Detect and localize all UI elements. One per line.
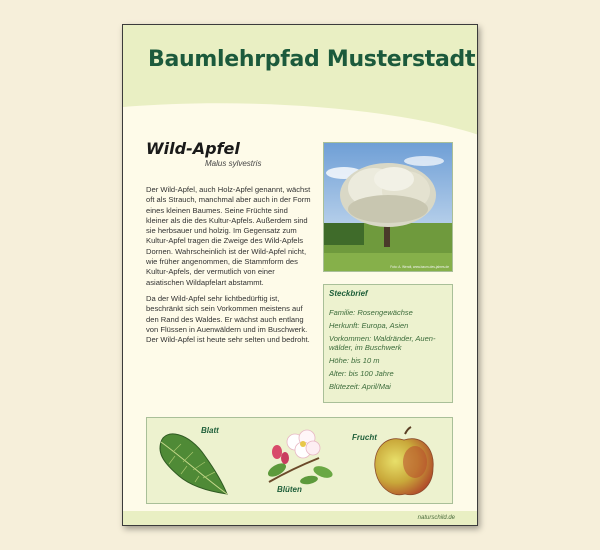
fact-bloom-time: Blütezeit: April/Mai [329,382,391,391]
info-sign [122,24,478,526]
description-paragraph: Da der Wild-Apfel sehr lichtbedürftig ist, beschränkt sich sein Vorkommen meistens auf den Rand des Waldes. Er wächst auch entlang von Flüssen in Auenwäldern und im Buschwerk. Der Wild-Apfel ist heute sehr selten und bedroht. [146,293,310,345]
fruit-label: Frucht [352,433,377,442]
factbox [323,284,453,403]
fact-habitat: Vorkommen: Waldränder, Auen-wälder, im Buschwerk [329,334,436,352]
species-name: Wild-Apfel [146,139,240,158]
photo-credit: Foto: A. Wendt, www.baum-des-jahres.de [390,265,449,269]
latin-name: Malus sylvestris [205,159,262,168]
footer-site: naturschild.de [417,515,455,521]
flower-label: Blüten [277,485,302,494]
flower-illustration [259,422,339,492]
description-text [146,185,311,351]
tree-photo [323,142,453,272]
leaf-illustration [153,422,233,502]
leaf-label: Blatt [201,426,219,435]
fact-origin: Herkunft: Europa, Asien [329,321,409,330]
footer-band [123,511,478,526]
illustration-strip [146,417,453,504]
fact-height: Höhe: bis 10 m [329,356,380,365]
fact-age: Alter: bis 100 Jahre [329,369,394,378]
sign-title: Baumlehrpfad Musterstadt [148,47,476,72]
factbox-title: Steckbrief [329,289,368,298]
fruit-illustration [369,426,439,500]
description-paragraph: Der Wild-Apfel, auch Holz-Apfel genannt, wächst oft als Strauch, manchmal aber auch in der Form eines kleinen Baumes. Seine Früchte sind kleiner als die des Kultur-Apfels. Außerdem sind sie herbsauer und holzig. Im Gegensatz zum Kultur-Apfel tragen die Zweige des Wild-Apfels Dornen. Wahrscheinlich ist der Wild-Apfel nicht, wie früher angenommen, die Stammform des Kultur-Apfels, der vermutlich von einer asiatischen Wildapfelart abstammt. [146,185,311,287]
fact-family: Familie: Rosengewächse [329,308,413,317]
